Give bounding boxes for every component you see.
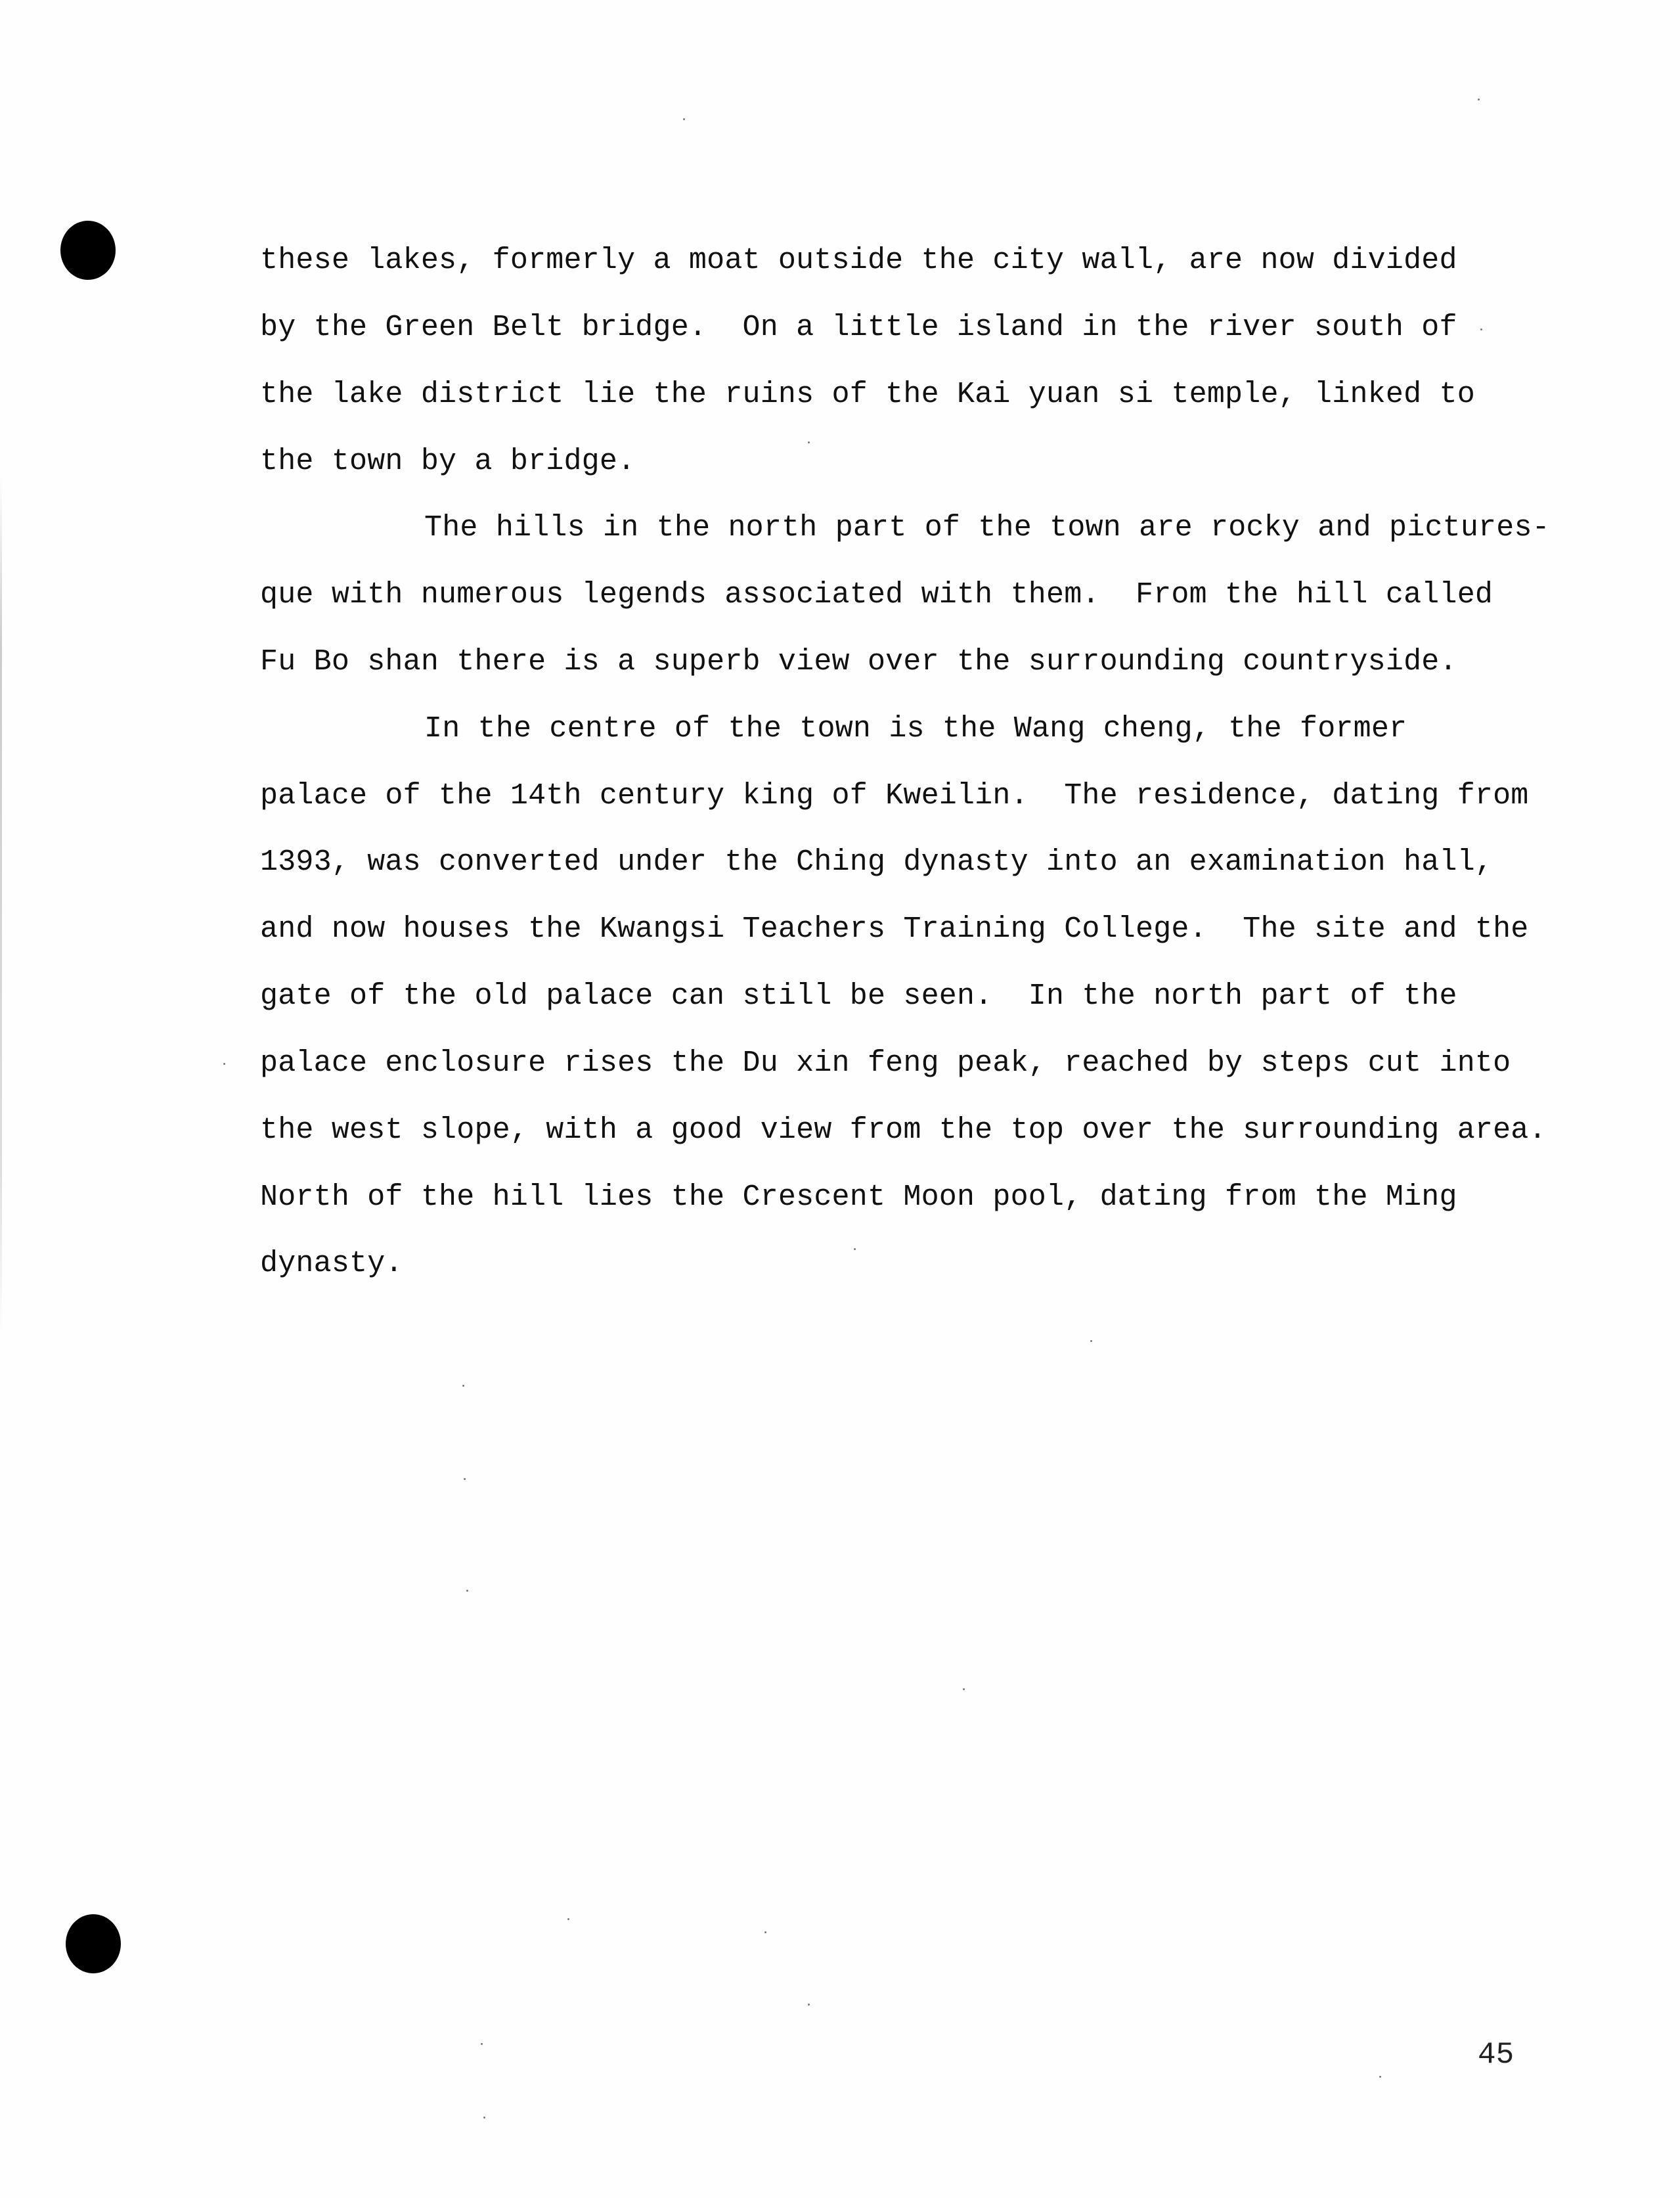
- scan-speck: [764, 1931, 766, 1933]
- text-line: North of the hill lies the Crescent Moon pool, dating from the Ming: [260, 1180, 1457, 1214]
- text-line: these lakes, formerly a moat outside the city wall, are now divided: [260, 244, 1457, 277]
- scan-speck: [483, 2117, 485, 2119]
- punch-hole-top: [60, 221, 116, 280]
- text-line: the west slope, with a good view from the top over the surrounding area.: [260, 1113, 1547, 1147]
- scan-speck: [854, 1248, 856, 1250]
- scan-speck: [808, 2004, 810, 2006]
- text-line: palace of the 14th century king of Kweilin. The residence, dating from: [260, 779, 1529, 813]
- text-line: The hills in the north part of the town are rocky and pictures-: [424, 511, 1550, 545]
- scan-speck: [1480, 328, 1482, 330]
- text-line: Fu Bo shan there is a superb view over the surrounding countryside.: [260, 645, 1457, 679]
- scan-speck: [462, 1385, 464, 1387]
- text-line: by the Green Belt bridge. On a little island in the river south of: [260, 311, 1457, 344]
- text-line: 1393, was converted under the Ching dynasty into an examination hall,: [260, 845, 1493, 879]
- scan-speck: [808, 441, 810, 443]
- scan-speck: [464, 1478, 466, 1480]
- scan-speck: [1379, 2076, 1381, 2078]
- scan-speck: [683, 118, 685, 120]
- scan-speck: [567, 1918, 569, 1920]
- scan-speck: [223, 1063, 225, 1065]
- scan-edge-shadow: [0, 473, 2, 1340]
- text-line: the lake district lie the ruins of the Kai yuan si temple, linked to: [260, 378, 1475, 411]
- punch-hole-bottom: [66, 1914, 121, 1973]
- text-line: the town by a bridge.: [260, 445, 636, 478]
- text-line: dynasty.: [260, 1247, 403, 1280]
- scan-speck: [963, 1688, 965, 1690]
- text-line: and now houses the Kwangsi Teachers Training College. The site and the: [260, 912, 1529, 946]
- text-line: gate of the old palace can still be seen. In the north part of the: [260, 979, 1457, 1013]
- page-number: 45: [1478, 2038, 1514, 2072]
- scan-speck: [466, 1590, 468, 1592]
- scan-speck: [1478, 99, 1480, 101]
- scan-speck: [481, 2043, 483, 2045]
- scan-speck: [1090, 1340, 1092, 1342]
- text-line: In the centre of the town is the Wang cheng, the former: [424, 712, 1407, 746]
- text-line: que with numerous legends associated with them. From the hill called: [260, 578, 1493, 612]
- text-line: palace enclosure rises the Du xin feng peak, reached by steps cut into: [260, 1046, 1511, 1080]
